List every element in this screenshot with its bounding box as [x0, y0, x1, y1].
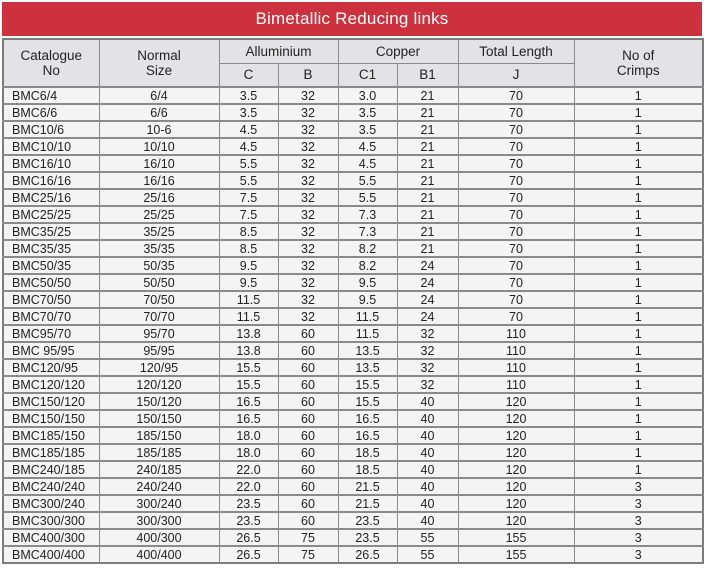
total-length-j-cell: 110: [458, 342, 574, 359]
catalogue-no-cell: BMC240/240: [3, 478, 99, 495]
catalogue-no-cell: BMC70/70: [3, 308, 99, 325]
copper-b1-cell: 55: [397, 546, 458, 563]
catalogue-no-cell: BMC16/10: [3, 155, 99, 172]
normal-size-cell: 25/25: [99, 206, 219, 223]
no-of-crimps-cell: 1: [574, 342, 703, 359]
total-length-j-cell: 120: [458, 427, 574, 444]
total-length-j-cell: 70: [458, 138, 574, 155]
total-length-j-cell: 70: [458, 206, 574, 223]
copper-b1-cell: 21: [397, 121, 458, 138]
copper-c1-cell: 18.5: [338, 461, 397, 478]
column-group-total-length: Total Length: [458, 39, 574, 63]
aluminium-b-cell: 75: [278, 529, 338, 546]
copper-c1-cell: 23.5: [338, 529, 397, 546]
table-body: [3, 87, 703, 563]
copper-b1-cell: 24: [397, 274, 458, 291]
no-of-crimps-cell: 1: [574, 189, 703, 206]
catalogue-no-cell: BMC150/120: [3, 393, 99, 410]
total-length-j-cell: 155: [458, 529, 574, 546]
aluminium-c-cell: 26.5: [219, 546, 278, 563]
normal-size-cell: 185/185: [99, 444, 219, 461]
table-row: [3, 342, 703, 359]
aluminium-b-cell: 32: [278, 274, 338, 291]
total-length-j-cell: 70: [458, 274, 574, 291]
normal-size-cell: 35/35: [99, 240, 219, 257]
aluminium-c-cell: 9.5: [219, 257, 278, 274]
normal-size-cell: 95/95: [99, 342, 219, 359]
total-length-j-cell: 70: [458, 104, 574, 121]
copper-b1-cell: 21: [397, 155, 458, 172]
normal-size-cell: 300/240: [99, 495, 219, 512]
table-row: [3, 495, 703, 512]
copper-c1-cell: 5.5: [338, 189, 397, 206]
table-row: [3, 410, 703, 427]
aluminium-c-cell: 16.5: [219, 393, 278, 410]
normal-size-cell: 50/35: [99, 257, 219, 274]
total-length-j-cell: 70: [458, 240, 574, 257]
table-row: [3, 189, 703, 206]
copper-b1-cell: 21: [397, 189, 458, 206]
no-of-crimps-cell: 1: [574, 240, 703, 257]
total-length-j-cell: 70: [458, 291, 574, 308]
aluminium-c-cell: 22.0: [219, 461, 278, 478]
catalogue-no-cell: BMC35/35: [3, 240, 99, 257]
aluminium-c-cell: 5.5: [219, 172, 278, 189]
catalogue-no-cell: BMC25/25: [3, 206, 99, 223]
header-group-row: [3, 39, 703, 63]
no-of-crimps-cell: 1: [574, 461, 703, 478]
normal-size-cell: 50/50: [99, 274, 219, 291]
copper-c1-cell: 9.5: [338, 291, 397, 308]
no-of-crimps-cell: 1: [574, 444, 703, 461]
table-row: [3, 274, 703, 291]
no-of-crimps-cell: 3: [574, 512, 703, 529]
copper-b1-cell: 21: [397, 206, 458, 223]
normal-size-cell: 240/240: [99, 478, 219, 495]
aluminium-c-cell: 11.5: [219, 308, 278, 325]
catalogue-no-cell: BMC185/150: [3, 427, 99, 444]
aluminium-c-cell: 26.5: [219, 529, 278, 546]
aluminium-c-cell: 5.5: [219, 155, 278, 172]
copper-b1-cell: 21: [397, 223, 458, 240]
normal-size-cell: 70/70: [99, 308, 219, 325]
copper-b1-cell: 21: [397, 240, 458, 257]
copper-c1-cell: 7.3: [338, 223, 397, 240]
column-header-c: C: [219, 63, 278, 87]
table-row: [3, 393, 703, 410]
no-of-crimps-cell: 1: [574, 206, 703, 223]
column-header-j: J: [458, 63, 574, 87]
aluminium-b-cell: 32: [278, 308, 338, 325]
total-length-j-cell: 120: [458, 495, 574, 512]
aluminium-b-cell: 60: [278, 427, 338, 444]
table-row: [3, 359, 703, 376]
catalogue-no-cell: BMC120/120: [3, 376, 99, 393]
aluminium-b-cell: 32: [278, 172, 338, 189]
total-length-j-cell: 70: [458, 257, 574, 274]
column-header-normal-size: [99, 39, 219, 87]
catalogue-no-cell: BMC150/150: [3, 410, 99, 427]
catalogue-no-cell: BMC185/185: [3, 444, 99, 461]
copper-b1-cell: 40: [397, 427, 458, 444]
aluminium-c-cell: 15.5: [219, 359, 278, 376]
aluminium-c-cell: 8.5: [219, 240, 278, 257]
normal-size-cell: 6/6: [99, 104, 219, 121]
catalogue-no-cell: BMC70/50: [3, 291, 99, 308]
header-normal-size-line1: Normal: [137, 48, 181, 63]
table-row: [3, 121, 703, 138]
table-row: [3, 461, 703, 478]
aluminium-b-cell: 60: [278, 359, 338, 376]
aluminium-c-cell: 23.5: [219, 495, 278, 512]
copper-c1-cell: 4.5: [338, 155, 397, 172]
no-of-crimps-cell: 1: [574, 155, 703, 172]
copper-b1-cell: 40: [397, 495, 458, 512]
aluminium-b-cell: 32: [278, 121, 338, 138]
no-of-crimps-cell: 3: [574, 546, 703, 563]
total-length-j-cell: 110: [458, 359, 574, 376]
copper-c1-cell: 15.5: [338, 376, 397, 393]
catalogue-no-cell: BMC 95/95: [3, 342, 99, 359]
table-row: [3, 546, 703, 563]
no-of-crimps-cell: 1: [574, 223, 703, 240]
table-row: [3, 172, 703, 189]
no-of-crimps-cell: 1: [574, 325, 703, 342]
normal-size-cell: 150/120: [99, 393, 219, 410]
copper-c1-cell: 15.5: [338, 393, 397, 410]
table-row: [3, 529, 703, 546]
total-length-j-cell: 120: [458, 512, 574, 529]
column-group-aluminium: Alluminium: [219, 39, 338, 63]
no-of-crimps-cell: 1: [574, 359, 703, 376]
aluminium-b-cell: 32: [278, 138, 338, 155]
aluminium-c-cell: 8.5: [219, 223, 278, 240]
normal-size-cell: 240/185: [99, 461, 219, 478]
no-of-crimps-cell: 3: [574, 529, 703, 546]
table-row: [3, 87, 703, 104]
normal-size-cell: 400/300: [99, 529, 219, 546]
no-of-crimps-cell: 3: [574, 478, 703, 495]
catalogue-no-cell: BMC10/10: [3, 138, 99, 155]
copper-b1-cell: 40: [397, 393, 458, 410]
normal-size-cell: 70/50: [99, 291, 219, 308]
total-length-j-cell: 110: [458, 325, 574, 342]
total-length-j-cell: 70: [458, 87, 574, 104]
no-of-crimps-cell: 1: [574, 427, 703, 444]
normal-size-cell: 120/120: [99, 376, 219, 393]
aluminium-b-cell: 60: [278, 410, 338, 427]
copper-c1-cell: 16.5: [338, 427, 397, 444]
no-of-crimps-cell: 1: [574, 291, 703, 308]
no-of-crimps-cell: 1: [574, 393, 703, 410]
normal-size-cell: 25/16: [99, 189, 219, 206]
normal-size-cell: 35/25: [99, 223, 219, 240]
catalogue-no-cell: BMC50/50: [3, 274, 99, 291]
aluminium-b-cell: 60: [278, 376, 338, 393]
table-row: [3, 512, 703, 529]
no-of-crimps-cell: 1: [574, 121, 703, 138]
table-row: [3, 325, 703, 342]
aluminium-c-cell: 18.0: [219, 444, 278, 461]
aluminium-b-cell: 60: [278, 325, 338, 342]
aluminium-b-cell: 32: [278, 240, 338, 257]
copper-c1-cell: 3.5: [338, 121, 397, 138]
copper-b1-cell: 21: [397, 104, 458, 121]
aluminium-c-cell: 3.5: [219, 104, 278, 121]
copper-b1-cell: 24: [397, 257, 458, 274]
copper-c1-cell: 3.0: [338, 87, 397, 104]
catalogue-no-cell: BMC50/35: [3, 257, 99, 274]
no-of-crimps-cell: 1: [574, 274, 703, 291]
copper-c1-cell: 3.5: [338, 104, 397, 121]
table-row: [3, 291, 703, 308]
total-length-j-cell: 120: [458, 444, 574, 461]
aluminium-b-cell: 60: [278, 393, 338, 410]
table-row: [3, 308, 703, 325]
copper-b1-cell: 40: [397, 444, 458, 461]
aluminium-c-cell: 23.5: [219, 512, 278, 529]
catalogue-no-cell: BMC16/16: [3, 172, 99, 189]
header-normal-size-line2: Size: [145, 63, 173, 78]
copper-b1-cell: 40: [397, 461, 458, 478]
aluminium-b-cell: 32: [278, 223, 338, 240]
table-row: [3, 376, 703, 393]
normal-size-cell: 300/300: [99, 512, 219, 529]
header-crimps-line1: No of: [622, 48, 655, 63]
normal-size-cell: 16/16: [99, 172, 219, 189]
catalogue-no-cell: BMC25/16: [3, 189, 99, 206]
table-row: [3, 138, 703, 155]
aluminium-b-cell: 60: [278, 461, 338, 478]
copper-c1-cell: 16.5: [338, 410, 397, 427]
catalogue-no-cell: BMC120/95: [3, 359, 99, 376]
total-length-j-cell: 70: [458, 223, 574, 240]
table-row: [3, 427, 703, 444]
copper-c1-cell: 8.2: [338, 257, 397, 274]
aluminium-c-cell: 3.5: [219, 87, 278, 104]
no-of-crimps-cell: 1: [574, 172, 703, 189]
column-header-no-of-crimps: [574, 39, 703, 87]
copper-c1-cell: 21.5: [338, 478, 397, 495]
table-header: [3, 39, 703, 87]
normal-size-cell: 6/4: [99, 87, 219, 104]
aluminium-b-cell: 32: [278, 155, 338, 172]
copper-c1-cell: 9.5: [338, 274, 397, 291]
no-of-crimps-cell: 1: [574, 308, 703, 325]
table-row: [3, 104, 703, 121]
table-row: [3, 444, 703, 461]
copper-b1-cell: 21: [397, 87, 458, 104]
catalogue-no-cell: BMC35/25: [3, 223, 99, 240]
catalogue-no-cell: BMC300/300: [3, 512, 99, 529]
copper-c1-cell: 26.5: [338, 546, 397, 563]
copper-b1-cell: 32: [397, 376, 458, 393]
aluminium-c-cell: 13.8: [219, 342, 278, 359]
total-length-j-cell: 70: [458, 189, 574, 206]
aluminium-c-cell: 11.5: [219, 291, 278, 308]
aluminium-c-cell: 7.5: [219, 206, 278, 223]
copper-c1-cell: 23.5: [338, 512, 397, 529]
table-row: [3, 478, 703, 495]
copper-b1-cell: 32: [397, 342, 458, 359]
copper-b1-cell: 40: [397, 410, 458, 427]
aluminium-c-cell: 4.5: [219, 138, 278, 155]
reducing-links-table: [2, 38, 704, 564]
copper-b1-cell: 24: [397, 308, 458, 325]
total-length-j-cell: 120: [458, 461, 574, 478]
copper-b1-cell: 32: [397, 325, 458, 342]
copper-b1-cell: 55: [397, 529, 458, 546]
aluminium-c-cell: 9.5: [219, 274, 278, 291]
aluminium-c-cell: 16.5: [219, 410, 278, 427]
catalogue-no-cell: BMC400/400: [3, 546, 99, 563]
total-length-j-cell: 70: [458, 155, 574, 172]
page-title: Bimetallic Reducing links: [255, 9, 449, 28]
catalogue-no-cell: BMC95/70: [3, 325, 99, 342]
catalogue-no-cell: BMC6/6: [3, 104, 99, 121]
aluminium-b-cell: 60: [278, 342, 338, 359]
copper-c1-cell: 13.5: [338, 359, 397, 376]
copper-c1-cell: 13.5: [338, 342, 397, 359]
normal-size-cell: 10/10: [99, 138, 219, 155]
column-header-b: B: [278, 63, 338, 87]
copper-b1-cell: 32: [397, 359, 458, 376]
catalogue-no-cell: BMC400/300: [3, 529, 99, 546]
normal-size-cell: 16/10: [99, 155, 219, 172]
total-length-j-cell: 110: [458, 376, 574, 393]
no-of-crimps-cell: 1: [574, 104, 703, 121]
aluminium-b-cell: 60: [278, 444, 338, 461]
normal-size-cell: 150/150: [99, 410, 219, 427]
total-length-j-cell: 70: [458, 308, 574, 325]
copper-b1-cell: 40: [397, 478, 458, 495]
table-row: [3, 240, 703, 257]
total-length-j-cell: 120: [458, 478, 574, 495]
header-crimps-line2: Crimps: [616, 63, 660, 78]
header-catalogue-line2: No: [42, 63, 60, 78]
aluminium-b-cell: 60: [278, 495, 338, 512]
no-of-crimps-cell: 1: [574, 257, 703, 274]
copper-b1-cell: 21: [397, 138, 458, 155]
aluminium-b-cell: 75: [278, 546, 338, 563]
aluminium-b-cell: 32: [278, 206, 338, 223]
total-length-j-cell: 70: [458, 121, 574, 138]
column-header-b1: B1: [397, 63, 458, 87]
aluminium-b-cell: 60: [278, 512, 338, 529]
column-group-copper: Copper: [338, 39, 458, 63]
aluminium-c-cell: 4.5: [219, 121, 278, 138]
copper-c1-cell: 4.5: [338, 138, 397, 155]
copper-c1-cell: 8.2: [338, 240, 397, 257]
no-of-crimps-cell: 1: [574, 376, 703, 393]
aluminium-b-cell: 60: [278, 478, 338, 495]
aluminium-c-cell: 15.5: [219, 376, 278, 393]
aluminium-b-cell: 32: [278, 104, 338, 121]
total-length-j-cell: 70: [458, 172, 574, 189]
aluminium-c-cell: 13.8: [219, 325, 278, 342]
total-length-j-cell: 120: [458, 410, 574, 427]
table-title-banner: [2, 2, 702, 36]
aluminium-b-cell: 32: [278, 257, 338, 274]
aluminium-b-cell: 32: [278, 87, 338, 104]
table-row: [3, 257, 703, 274]
copper-b1-cell: 24: [397, 291, 458, 308]
no-of-crimps-cell: 1: [574, 410, 703, 427]
copper-c1-cell: 11.5: [338, 308, 397, 325]
normal-size-cell: 120/95: [99, 359, 219, 376]
total-length-j-cell: 155: [458, 546, 574, 563]
aluminium-c-cell: 18.0: [219, 427, 278, 444]
aluminium-b-cell: 32: [278, 189, 338, 206]
no-of-crimps-cell: 1: [574, 87, 703, 104]
copper-b1-cell: 40: [397, 512, 458, 529]
no-of-crimps-cell: 1: [574, 138, 703, 155]
aluminium-b-cell: 32: [278, 291, 338, 308]
table-row: [3, 206, 703, 223]
normal-size-cell: 185/150: [99, 427, 219, 444]
table-row: [3, 223, 703, 240]
normal-size-cell: 10-6: [99, 121, 219, 138]
header-catalogue-line1: Catalogue: [20, 48, 83, 63]
table-row: [3, 155, 703, 172]
aluminium-c-cell: 7.5: [219, 189, 278, 206]
normal-size-cell: 400/400: [99, 546, 219, 563]
copper-c1-cell: 5.5: [338, 172, 397, 189]
column-header-catalogue-no: [3, 39, 99, 87]
copper-c1-cell: 18.5: [338, 444, 397, 461]
normal-size-cell: 95/70: [99, 325, 219, 342]
copper-c1-cell: 21.5: [338, 495, 397, 512]
catalogue-no-cell: BMC240/185: [3, 461, 99, 478]
column-header-c1: C1: [338, 63, 397, 87]
aluminium-c-cell: 22.0: [219, 478, 278, 495]
copper-c1-cell: 11.5: [338, 325, 397, 342]
catalogue-no-cell: BMC300/240: [3, 495, 99, 512]
total-length-j-cell: 120: [458, 393, 574, 410]
no-of-crimps-cell: 3: [574, 495, 703, 512]
catalogue-no-cell: BMC10/6: [3, 121, 99, 138]
catalogue-no-cell: BMC6/4: [3, 87, 99, 104]
copper-b1-cell: 21: [397, 172, 458, 189]
copper-c1-cell: 7.3: [338, 206, 397, 223]
